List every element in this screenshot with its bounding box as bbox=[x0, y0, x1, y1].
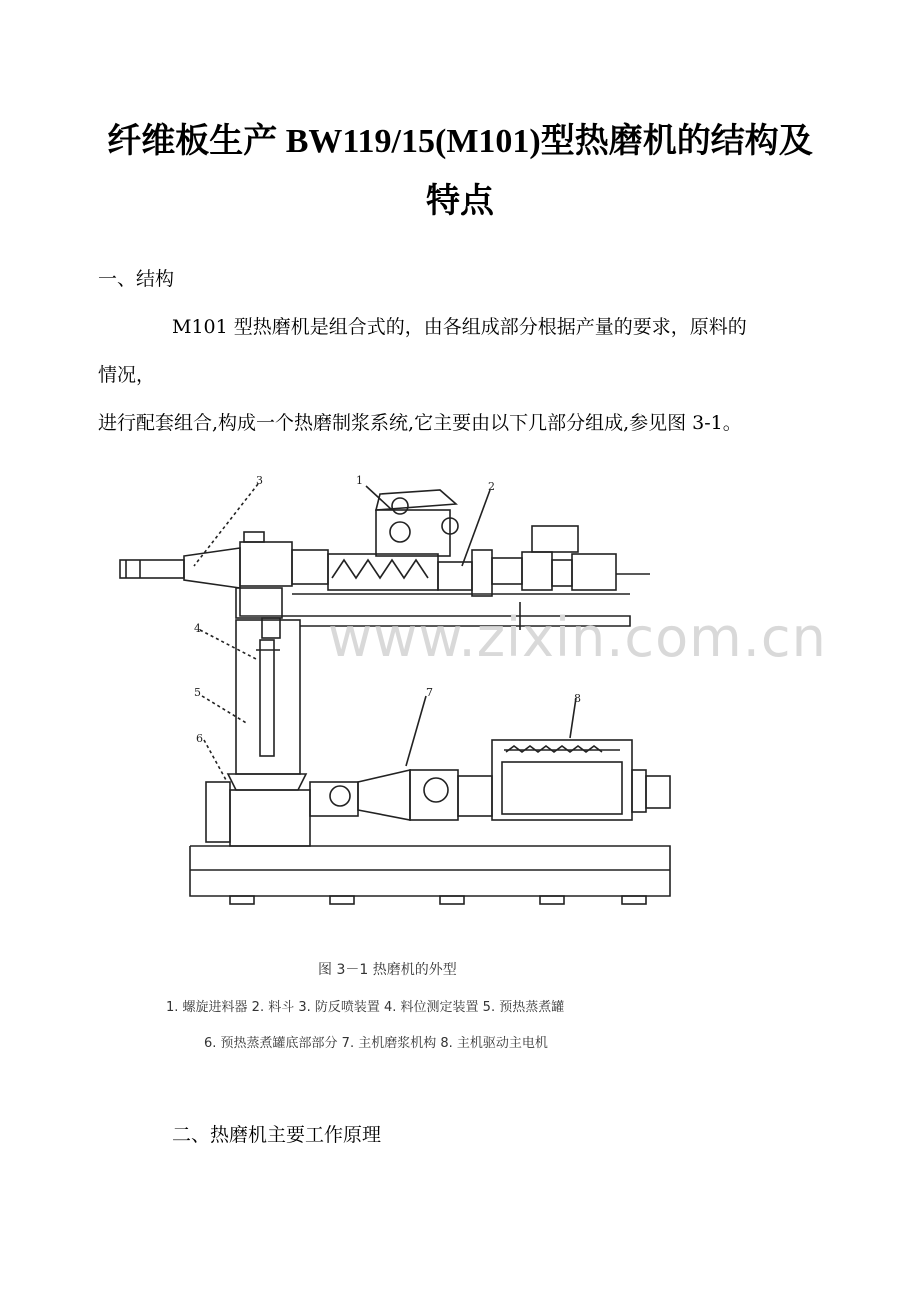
paragraph1-line1: M101 型热磨机是组合式的，由各组成部分根据产量的要求，原料的 bbox=[172, 316, 747, 338]
callout-leader-5 bbox=[202, 696, 248, 724]
preheating-vessel bbox=[228, 588, 306, 790]
paragraph2: 进行配套组合,构成一个热磨制浆系统,它主要由以下几部分组成,参见图 3-1。 bbox=[98, 412, 742, 434]
callout-leader-2 bbox=[462, 490, 490, 566]
section1-heading: 一、结构 bbox=[98, 268, 175, 290]
callout-leader-7 bbox=[406, 696, 426, 766]
document-title-line1: 纤维板生产 BW119/15(M101)型热磨机的结构及 bbox=[107, 123, 813, 160]
thermomechanical-pulper-diagram bbox=[110, 470, 690, 920]
callout-2: 2 bbox=[488, 480, 495, 493]
callout-8: 8 bbox=[574, 692, 581, 705]
callout-7: 7 bbox=[426, 686, 433, 699]
callout-leader-4 bbox=[200, 630, 258, 660]
callout-leader-6 bbox=[204, 740, 226, 780]
figure-legend-line1: 1. 螺旋进料器 2. 料斗 3. 防反喷装置 4. 料位测定装置 5. 预热蒸煮罐 bbox=[166, 1000, 565, 1015]
figure-caption: 图 3－1 热磨机的外型 bbox=[318, 962, 457, 978]
callout-3: 3 bbox=[256, 474, 263, 487]
refiner-assembly bbox=[190, 740, 670, 904]
callout-5: 5 bbox=[194, 686, 201, 699]
callout-6: 6 bbox=[196, 732, 203, 745]
document-title-line2: 特点 bbox=[426, 183, 494, 220]
callout-1: 1 bbox=[356, 474, 363, 487]
paragraph1-line2: 情况， bbox=[98, 364, 156, 386]
section2-heading: 二、热磨机主要工作原理 bbox=[172, 1124, 382, 1146]
figure-legend-line2: 6. 预热蒸煮罐底部部分 7. 主机磨浆机构 8. 主机驱动主电机 bbox=[204, 1036, 548, 1051]
watermark: www.zixin.com.cn bbox=[328, 606, 827, 669]
callout-4: 4 bbox=[194, 622, 201, 635]
